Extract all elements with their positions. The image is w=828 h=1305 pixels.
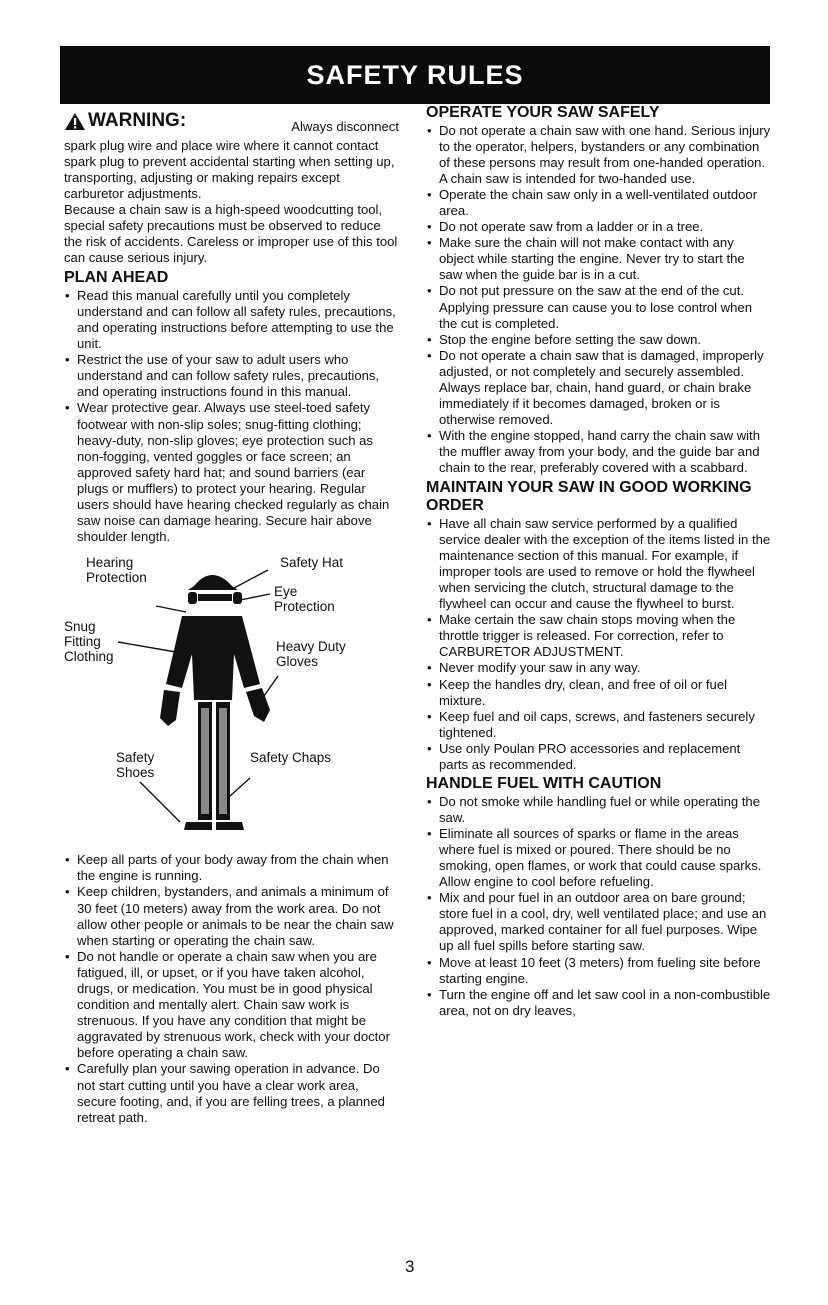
list-item: • Keep children, bystanders, and animals a minimum of 30 feet (10 meters) away from the work area. Do not allow other people or animals to be near the chain saw when starting or operating the chain saw.	[64, 884, 399, 948]
list-item: • Do not operate a chain saw with one hand. Serious injury to the operator, helpers, bystanders or any combination of these persons may result from one-handed operation. A chain saw is intended for two-handed use.	[426, 123, 771, 187]
page-title-banner	[60, 46, 770, 104]
list-item: • Keep fuel and oil caps, screws, and fasteners securely tightened.	[426, 709, 771, 741]
list-item: • Do not smoke while handling fuel or while operating the saw.	[426, 794, 771, 826]
label-hearing-protection: Hearing Protection	[86, 555, 147, 586]
left-column	[64, 108, 399, 1126]
list-item: • Mix and pour fuel in an outdoor area on bare ground; store fuel in a cool, dry, well ventilated place; and use an approved, marked container for all fuel purposes. Wipe up all fuel spills before starting saw.	[426, 890, 771, 954]
maintain-heading: MAINTAIN YOUR SAW IN GOOD WORKING ORDER	[426, 478, 752, 515]
label-safety-hat: Safety Hat	[280, 555, 344, 571]
label-eye-protection: Eye Protection	[274, 584, 335, 615]
protective-gear-illustration	[64, 550, 399, 848]
fuel-list	[426, 794, 771, 1019]
intro-text: Because a chain saw is a high-speed woodcutting tool, special safety precautions must be observed to reduce the risk of accidents. Careless or improper use of this tool can cause serious injury.	[64, 201, 398, 266]
warning-text: spark plug wire and place wire where it cannot contact spark plug to prevent accidental starting when setting up, transporting, adjusting or making repairs except carburetor adjustments.	[64, 137, 395, 201]
list-item: • Keep all parts of your body away from the chain when the engine is running.	[64, 852, 399, 884]
list-item: • Have all chain saw service performed by a qualified service dealer with the exception of the items listed in the maintenance section of this manual. For example, if improper tools are used to remove or hold the flywheel when servicing the clutch, structural damage to the flywheel can occur and cause the flywheel to burst.	[426, 516, 771, 613]
list-item: • Stop the engine before setting the saw down.	[426, 332, 771, 348]
label-heavy-duty-gloves: Heavy Duty Gloves	[276, 639, 346, 670]
maintain-list	[426, 516, 771, 774]
list-item: • Eliminate all sources of sparks or flame in the areas where fuel is mixed or poured. There should be no smoking, open flames, or work that could cause sparks. Allow engine to cool before refueling.	[426, 826, 771, 890]
fuel-heading: HANDLE FUEL WITH CAUTION	[426, 775, 662, 793]
list-item: • Make sure the chain will not make contact with any object while starting the engine. Never try to start the saw when the guide bar is in a cut.	[426, 235, 771, 283]
protective-gear-figure	[64, 550, 399, 848]
list-item: • Use only Poulan PRO accessories and replacement parts as recommended.	[426, 741, 771, 773]
page-title: SAFETY RULES	[306, 59, 524, 90]
list-item: • Wear protective gear. Always use steel-toed safety footwear with non-slip soles; snug-fitting clothing; heavy-duty, non-slip gloves; eye protection such as non-fogging, vented goggles or face screen; an approved safety hard hat; and sound barriers (ear plugs or mufflers) to protect your hearing. Regular users should have hearing checked regularly as chain saw noise can damage hearing. Secure hair above shoulder length.	[64, 400, 399, 545]
list-item: • Do not operate saw from a ladder or in a tree.	[426, 219, 771, 235]
list-item: • Move at least 10 feet (3 meters) from fueling site before starting engine.	[426, 955, 771, 987]
warning-triangle-icon	[64, 112, 86, 131]
operate-list	[426, 123, 771, 477]
warning-line	[64, 110, 399, 138]
warning-label: WARNING:	[88, 110, 187, 131]
list-item: • Turn the engine off and let saw cool in a non-combustible area, not on dry leaves,	[426, 987, 771, 1019]
label-snug-fitting-clothing: Snug Fitting Clothing	[64, 619, 114, 665]
operate-heading: OPERATE YOUR SAW SAFELY	[426, 104, 660, 121]
plan-list	[64, 288, 399, 546]
list-item: • Never modify your saw in any way.	[426, 660, 771, 676]
list-item: • Restrict the use of your saw to adult users who understand and can follow safety rules, precautions, and operating instructions found in this manual.	[64, 352, 399, 400]
page-number: 3	[405, 1257, 415, 1276]
list-item: • Do not put pressure on the saw at the end of the cut. Applying pressure can cause you to lose control when the cut is completed.	[426, 283, 771, 331]
body-safety-list	[64, 852, 399, 1126]
list-item: • Carefully plan your sawing operation in advance. Do not start cutting until you have a clear work area, secure footing, and, if you are felling trees, a planned retreat path.	[64, 1061, 399, 1125]
list-item: • Read this manual carefully until you completely understand and can follow all safety rules, precautions, and operating instructions before attempting to use the unit.	[64, 288, 399, 352]
list-item: • Make certain the saw chain stops moving when the throttle trigger is released. For correction, refer to CARBURETOR ADJUSTMENT.	[426, 612, 771, 660]
right-column	[426, 104, 771, 1019]
label-safety-chaps: Safety Chaps	[250, 750, 332, 766]
list-item: • With the engine stopped, hand carry the chain saw with the muffler away from your body, and the guide bar and chain to the rear, preferably covered with a scabbard.	[426, 428, 771, 476]
plan-heading: PLAN AHEAD	[64, 269, 169, 287]
warning-heading	[64, 110, 186, 132]
list-item: • Keep the handles dry, clean, and free of oil or fuel mixture.	[426, 677, 771, 709]
label-safety-shoes: Safety Shoes	[116, 750, 155, 781]
warning-first: Always disconnect	[291, 118, 399, 134]
list-item: • Operate the chain saw only in a well-ventilated outdoor area.	[426, 187, 771, 219]
list-item: • Do not operate a chain saw that is damaged, improperly adjusted, or not completely and securely assembled. Always replace bar, chain, hand guard, or chain brake immediately if it becomes damaged, broken or is otherwise removed.	[426, 348, 771, 428]
list-item: • Do not handle or operate a chain saw when you are fatigued, ill, or upset, or if you have taken alcohol, drugs, or medication. You must be in good physical condition and mentally alert. Chain saw work is strenuous. If you have any condition that might be aggravated by strenuous work, check with your doctor before operating a chain saw.	[64, 949, 399, 1062]
